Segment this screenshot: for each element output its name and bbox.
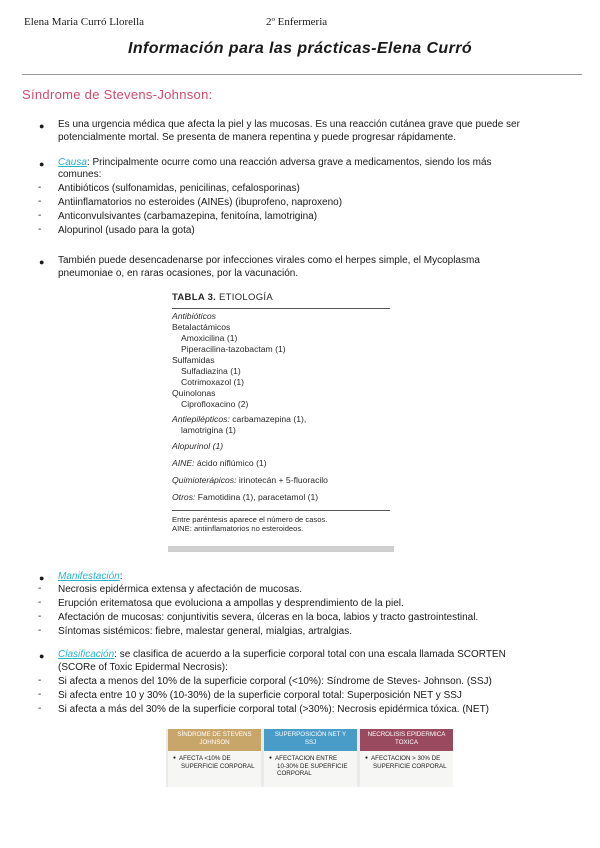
causa-item: Antiinflamatorios no esteroides (AINEs) (ibuprofeno, naproxeno) — [58, 197, 343, 208]
dash-icon: - — [38, 625, 42, 636]
box-header: NECROLISIS EPIDERMICA TOXICA — [360, 729, 453, 751]
section-heading: Síndrome de Stevens-Johnson: — [22, 87, 213, 102]
table-row: Quinolonas — [172, 388, 216, 398]
dash-icon: - — [38, 182, 42, 193]
bullet-icon: ● — [39, 121, 45, 131]
table-row: Sulfadiazina (1) — [181, 366, 241, 376]
table-rule — [172, 510, 390, 511]
etiology-table — [168, 288, 394, 550]
table-row: Amoxicilina (1) — [181, 333, 238, 343]
causa-item: Anticonvulsivantes (carbamazepina, fenitoína, lamotrigina) — [58, 211, 318, 222]
manifestacion-item: Síntomas sistémicos: fiebre, malestar general, mialgias, artralgias. — [58, 626, 353, 637]
box-header: SUPERPOSICIÓN NET Y SSJ — [264, 729, 357, 751]
classification-box-ssj — [168, 729, 261, 787]
clasificacion-item: Si afecta a menos del 10% de la superficie corporal (<10%): Síndrome de Steves- Johnson. (SSJ) — [58, 676, 492, 687]
box-body: ● AFECTACION > 30% DE SUPERFICIE CORPORAL — [365, 755, 447, 770]
dash-icon: - — [38, 597, 42, 608]
title-divider — [22, 74, 582, 75]
table-row: AINE: ácido niflúmico (1) — [172, 458, 267, 468]
table-row: Antiepilépticos: carbamazepina (1), — [172, 414, 307, 424]
dash-icon: - — [38, 210, 42, 221]
dash-icon: - — [38, 224, 42, 235]
table-row: Antibióticos — [172, 311, 216, 321]
viral-line-1: También puede desencadenarse por infecciones virales como el herpes simple, el Mycoplasma — [58, 255, 480, 266]
definition-line-2: potencialmente mortal. Se presenta de manera repentina y puede progresar rápidamente. — [58, 132, 457, 143]
causa-text-line-2: comunes: — [58, 169, 102, 180]
table-rule — [172, 308, 390, 309]
bullet-icon: ● — [39, 573, 45, 583]
bullet-icon: ● — [39, 257, 45, 267]
causa-item: Antibióticos (sulfonamidas, penicilinas, cefalosporinas) — [58, 183, 300, 194]
manifestacion-item: Necrosis epidérmica extensa y afectación de mucosas. — [58, 584, 303, 595]
dash-icon: - — [38, 583, 42, 594]
dash-icon: - — [38, 611, 42, 622]
table-row: Ciprofloxacino (2) — [181, 399, 249, 409]
bullet-icon: ● — [39, 651, 45, 661]
manifestacion-item: Erupción eritematosa que evoluciona a ampollas y desprendimiento de la piel. — [58, 598, 404, 609]
causa-paragraph — [58, 156, 492, 169]
box-header: SÍNDROME DE STEVENS JOHNSON — [168, 729, 261, 751]
box-body: ● AFECTA <10% DE SUPERFICIE CORPORAL — [173, 755, 255, 770]
bullet-icon: ● — [39, 159, 45, 169]
classification-box-net — [360, 729, 453, 787]
header-course: 2º Enfermeria — [266, 16, 328, 28]
table-note: Entre paréntesis aparece el número de casos. — [172, 515, 328, 524]
table-row: Quimioterápicos: irinotecán + 5-fluoracilo — [172, 475, 328, 485]
dash-icon: - — [38, 196, 42, 207]
dash-icon: - — [38, 703, 42, 714]
table-shadow-strip — [168, 546, 394, 552]
classification-graphic — [166, 729, 452, 787]
causa-label: Causa — [58, 157, 87, 168]
table-row: Otros: Famotidina (1), paracetamol (1) — [172, 492, 319, 502]
manifestacion-label: Manifestación — [58, 571, 120, 582]
definition-line-1: Es una urgencia médica que afecta la piel y las mucosas. Es una reacción cutánea grave que puede ser — [58, 119, 520, 130]
clasificacion-text-line-2: (SCORe of Toxic Epidermal Necrosis): — [58, 662, 228, 673]
clasificacion-item: Si afecta a más del 30% de la superficie corporal total (>30%): Necrosis epidérmica tóxica. (NET) — [58, 704, 490, 715]
header-author: Elena Maria Curró Llorella — [24, 16, 145, 28]
dash-icon: - — [38, 689, 42, 700]
table-row: Cotrimoxazol (1) — [181, 377, 245, 387]
dash-icon: - — [38, 675, 42, 686]
causa-text: : Principalmente ocurre como una reacción adversa grave a medicamentos, siendo los más — [86, 157, 492, 168]
clasificacion-label: Clasificación — [58, 649, 115, 660]
table-row: Alopurinol (1) — [172, 441, 224, 451]
table-title: TABLA 3. ETIOLOGÍA — [172, 292, 273, 303]
manifestacion-heading: Manifestación: — [58, 571, 123, 582]
page-title: Información para las prácticas-Elena Curró — [127, 40, 473, 57]
table-row: lamotrigina (1) — [181, 425, 236, 435]
table-row: Sulfamidas — [172, 355, 215, 365]
table-note: AINE: antiinflamatorios no esteroideos. — [172, 524, 304, 533]
causa-item: Alopurinol (usado para la gota) — [58, 225, 195, 236]
manifestacion-item: Afectación de mucosas: conjuntivitis severa, úlceras en la boca, labios y tracto gastrointestinal. — [58, 612, 479, 623]
clasificacion-paragraph: Clasificación: se clasifica de acuerdo a la superficie corporal total con una escala llamada SCORTEN — [58, 649, 506, 660]
clasificacion-item: Si afecta entre 10 y 30% (10-30%) de la superficie corporal total: Superposición NET y SSJ — [58, 690, 462, 701]
viral-line-2: pneumoniae o, en raras ocasiones, por la vacunación. — [58, 268, 299, 279]
classification-box-overlap — [264, 729, 357, 787]
table-row: Betalactámicos — [172, 322, 231, 332]
table-row: Piperacilina-tazobactam (1) — [181, 344, 286, 354]
box-body: ● AFECTACION ENTRE 10-30% DE SUPERFICIE CORPORAL — [269, 755, 348, 778]
